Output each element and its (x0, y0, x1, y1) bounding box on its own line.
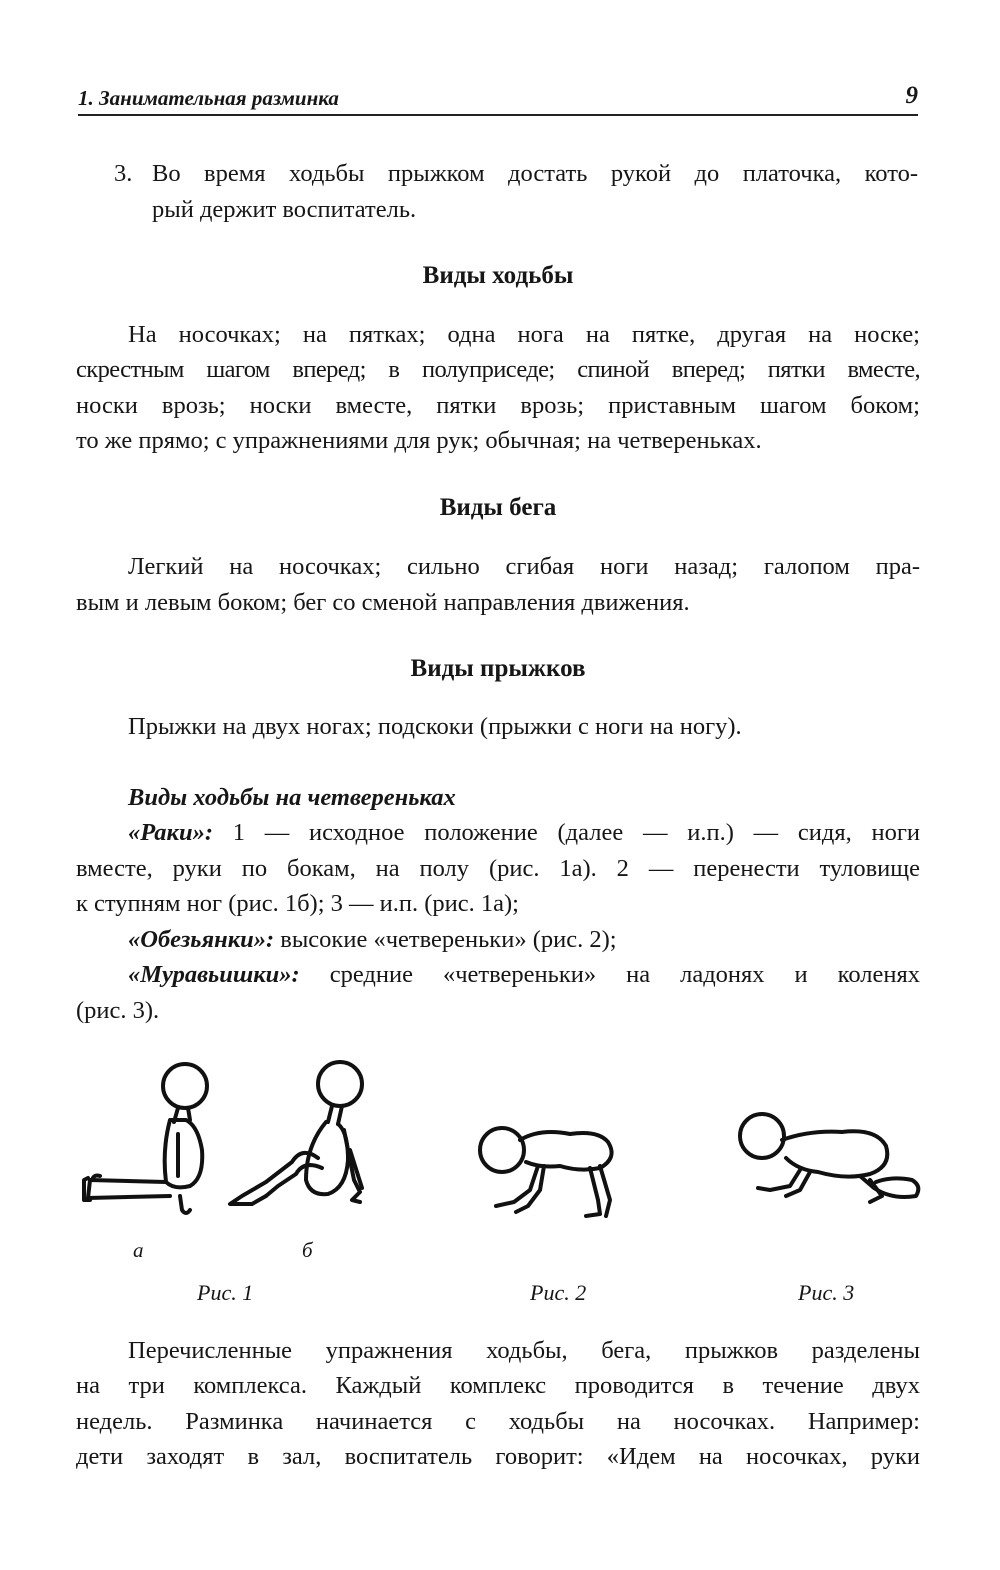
paragraph-line: к ступням ног (рис. 1б); 3 — и.п. (рис. 1а); (76, 890, 519, 917)
figures-row (70, 1050, 930, 1310)
paragraph-line (128, 922, 920, 957)
paragraph-line: Во время ходьбы прыжком достать рукой до платочка, кото- (152, 160, 918, 187)
stick-figures (70, 1050, 930, 1250)
running-header (78, 84, 918, 116)
header-rule (78, 114, 918, 116)
figure-2-monkey-crawl (480, 1128, 612, 1216)
paragraph-line: рый держит воспитатель. (152, 196, 417, 223)
paragraph-line: (рис. 3). (76, 997, 160, 1024)
list-item-number: 3. (114, 160, 133, 187)
exercise-name-ants: «Муравьишки»: (128, 961, 300, 988)
exercise-name-raki: «Раки»: (128, 819, 213, 846)
section-heading-walking: Виды ходьбы (422, 262, 574, 289)
paragraph-line: скрестным шагом вперед; в полуприседе; спиной вперед; пятки вместе, (76, 356, 920, 383)
figure-1a-sitting-child (84, 1064, 207, 1213)
page-number: 9 (905, 82, 918, 109)
paragraph-line: Прыжки на двух ногах; подскоки (прыжки с ноги на ногу). (128, 713, 742, 740)
paragraph-line: Легкий на носочках; сильно сгибая ноги назад; галопом пра- (128, 553, 920, 580)
subsection-heading-crawling: Виды ходьбы на четвереньках (128, 784, 456, 811)
paragraph-line: вым и левым боком; бег со сменой направления движения. (76, 589, 690, 616)
paragraph-line: дети заходят в зал, воспитатель говорит: «Идем на носочках, руки (76, 1443, 920, 1470)
figure-caption-3: Рис. 3 (798, 1280, 855, 1305)
paragraph-line: На носочках; на пятках; одна нога на пятке, другая на носке; (128, 321, 920, 348)
running-title: 1. Занимательная разминка (78, 86, 339, 110)
exercise-text: высокие «четвереньки» (рис. 2); (274, 926, 617, 953)
paragraph-line (128, 957, 920, 992)
paragraph-line: Перечисленные упражнения ходьбы, бега, прыжков разделены (128, 1337, 920, 1364)
paragraph-line: носки врозь; носки вместе, пятки врозь; приставным шагом боком; (76, 392, 920, 419)
exercise-text: 1 — исходное положение (далее — и.п.) — сидя, ноги (212, 819, 920, 846)
section-heading-running: Виды бега (439, 494, 557, 521)
figure-caption-1: Рис. 1 (197, 1280, 254, 1305)
paragraph-line: вместе, руки по бокам, на полу (рис. 1а). 2 — перенести туловище (76, 855, 920, 882)
figure-caption-2: Рис. 2 (530, 1280, 587, 1305)
figure-1b-leaning-child (230, 1062, 362, 1204)
exercise-name-monkeys: «Обезьянки»: (128, 926, 275, 953)
paragraph-line (128, 815, 920, 850)
figure-3-ant-crawl (740, 1114, 918, 1202)
figure-label-a: а (133, 1238, 144, 1262)
paragraph-line: недель. Разминка начинается с ходьбы на носочках. Например: (76, 1408, 920, 1435)
section-heading-jumps: Виды прыжков (410, 655, 586, 682)
exercise-text: средние «четвереньки» на ладонях и коленях (299, 961, 920, 988)
paragraph-line: на три комплекса. Каждый комплекс проводится в течение двух (76, 1372, 920, 1399)
figure-label-b: б (302, 1238, 313, 1262)
paragraph-line: то же прямо; с упражнениями для рук; обычная; на четвереньках. (76, 427, 762, 454)
